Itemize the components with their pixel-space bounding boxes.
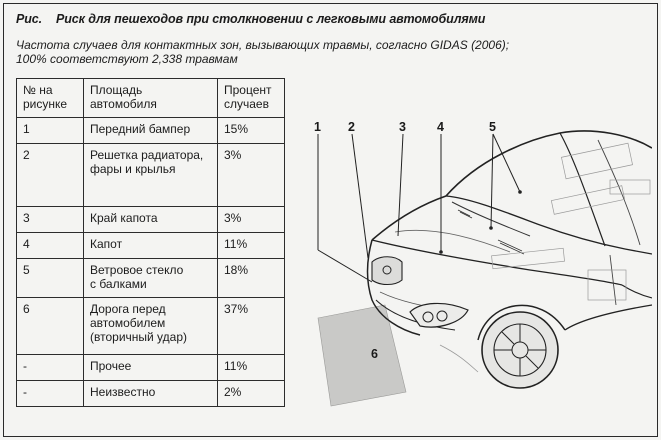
zone-label-1: 1 [314, 120, 321, 134]
cell-area: Дорога перед автомобилем (вторичный удар) [84, 298, 218, 355]
figure-title-text: Риск для пешеходов при столкновении с легковыми автомобилями [56, 12, 486, 26]
cell-number: 3 [17, 207, 84, 233]
zone-label-4: 4 [437, 120, 444, 134]
header-percent: Процент случаев [218, 79, 285, 118]
figure-label: Рис. [16, 12, 42, 26]
cell-percent: 11% [218, 355, 285, 381]
cell-percent: 15% [218, 118, 285, 144]
cell-number: 2 [17, 144, 84, 207]
roofline-shape [446, 131, 652, 196]
table-row [17, 207, 285, 233]
cell-area: Неизвестно [84, 381, 218, 407]
cell-number: 4 [17, 233, 84, 259]
zone-label-2: 2 [348, 120, 355, 134]
cell-area: Капот [84, 233, 218, 259]
wheel-shape [482, 312, 558, 388]
header-number: № на рисунке [17, 79, 84, 118]
cell-percent: 2% [218, 381, 285, 407]
table-row [17, 298, 285, 355]
headlight-shape [410, 303, 468, 327]
cell-percent: 3% [218, 144, 285, 207]
header-area: Площадь автомобиля [84, 79, 218, 118]
cell-area: Край капота [84, 207, 218, 233]
subtitle-line-2: 100% соответствуют 2,338 травмам [16, 52, 238, 66]
road-zone-shape [318, 305, 406, 406]
cell-number: 5 [17, 259, 84, 298]
table-row [17, 381, 285, 407]
figure-title [16, 12, 485, 26]
zone-label-3: 3 [399, 120, 406, 134]
cell-area: Прочее [84, 355, 218, 381]
cell-area: Передний бампер [84, 118, 218, 144]
cell-number: 1 [17, 118, 84, 144]
table-row [17, 144, 285, 207]
zone-label-5: 5 [489, 120, 496, 134]
zone-label-6: 6 [371, 347, 378, 361]
cell-percent: 11% [218, 233, 285, 259]
car-illustration [300, 112, 652, 430]
subtitle-line-1: Частота случаев для контактных зон, вызывающих травмы, согласно GIDAS (2006); [16, 38, 510, 52]
grille-shape [372, 257, 402, 285]
figure-subtitle [16, 38, 576, 66]
cell-number: 6 [17, 298, 84, 355]
risk-table [16, 78, 285, 407]
cell-area: Ветровое стекло с балками [84, 259, 218, 298]
cell-area: Решетка радиатора, фары и крылья [84, 144, 218, 207]
cell-number: - [17, 355, 84, 381]
table-row [17, 355, 285, 381]
table-row [17, 118, 285, 144]
cell-percent: 3% [218, 207, 285, 233]
cell-percent: 37% [218, 298, 285, 355]
table-row [17, 259, 285, 298]
cell-percent: 18% [218, 259, 285, 298]
table-row [17, 233, 285, 259]
cell-number: - [17, 381, 84, 407]
windshield-base-shape [446, 196, 652, 254]
table-header-row [17, 79, 285, 118]
